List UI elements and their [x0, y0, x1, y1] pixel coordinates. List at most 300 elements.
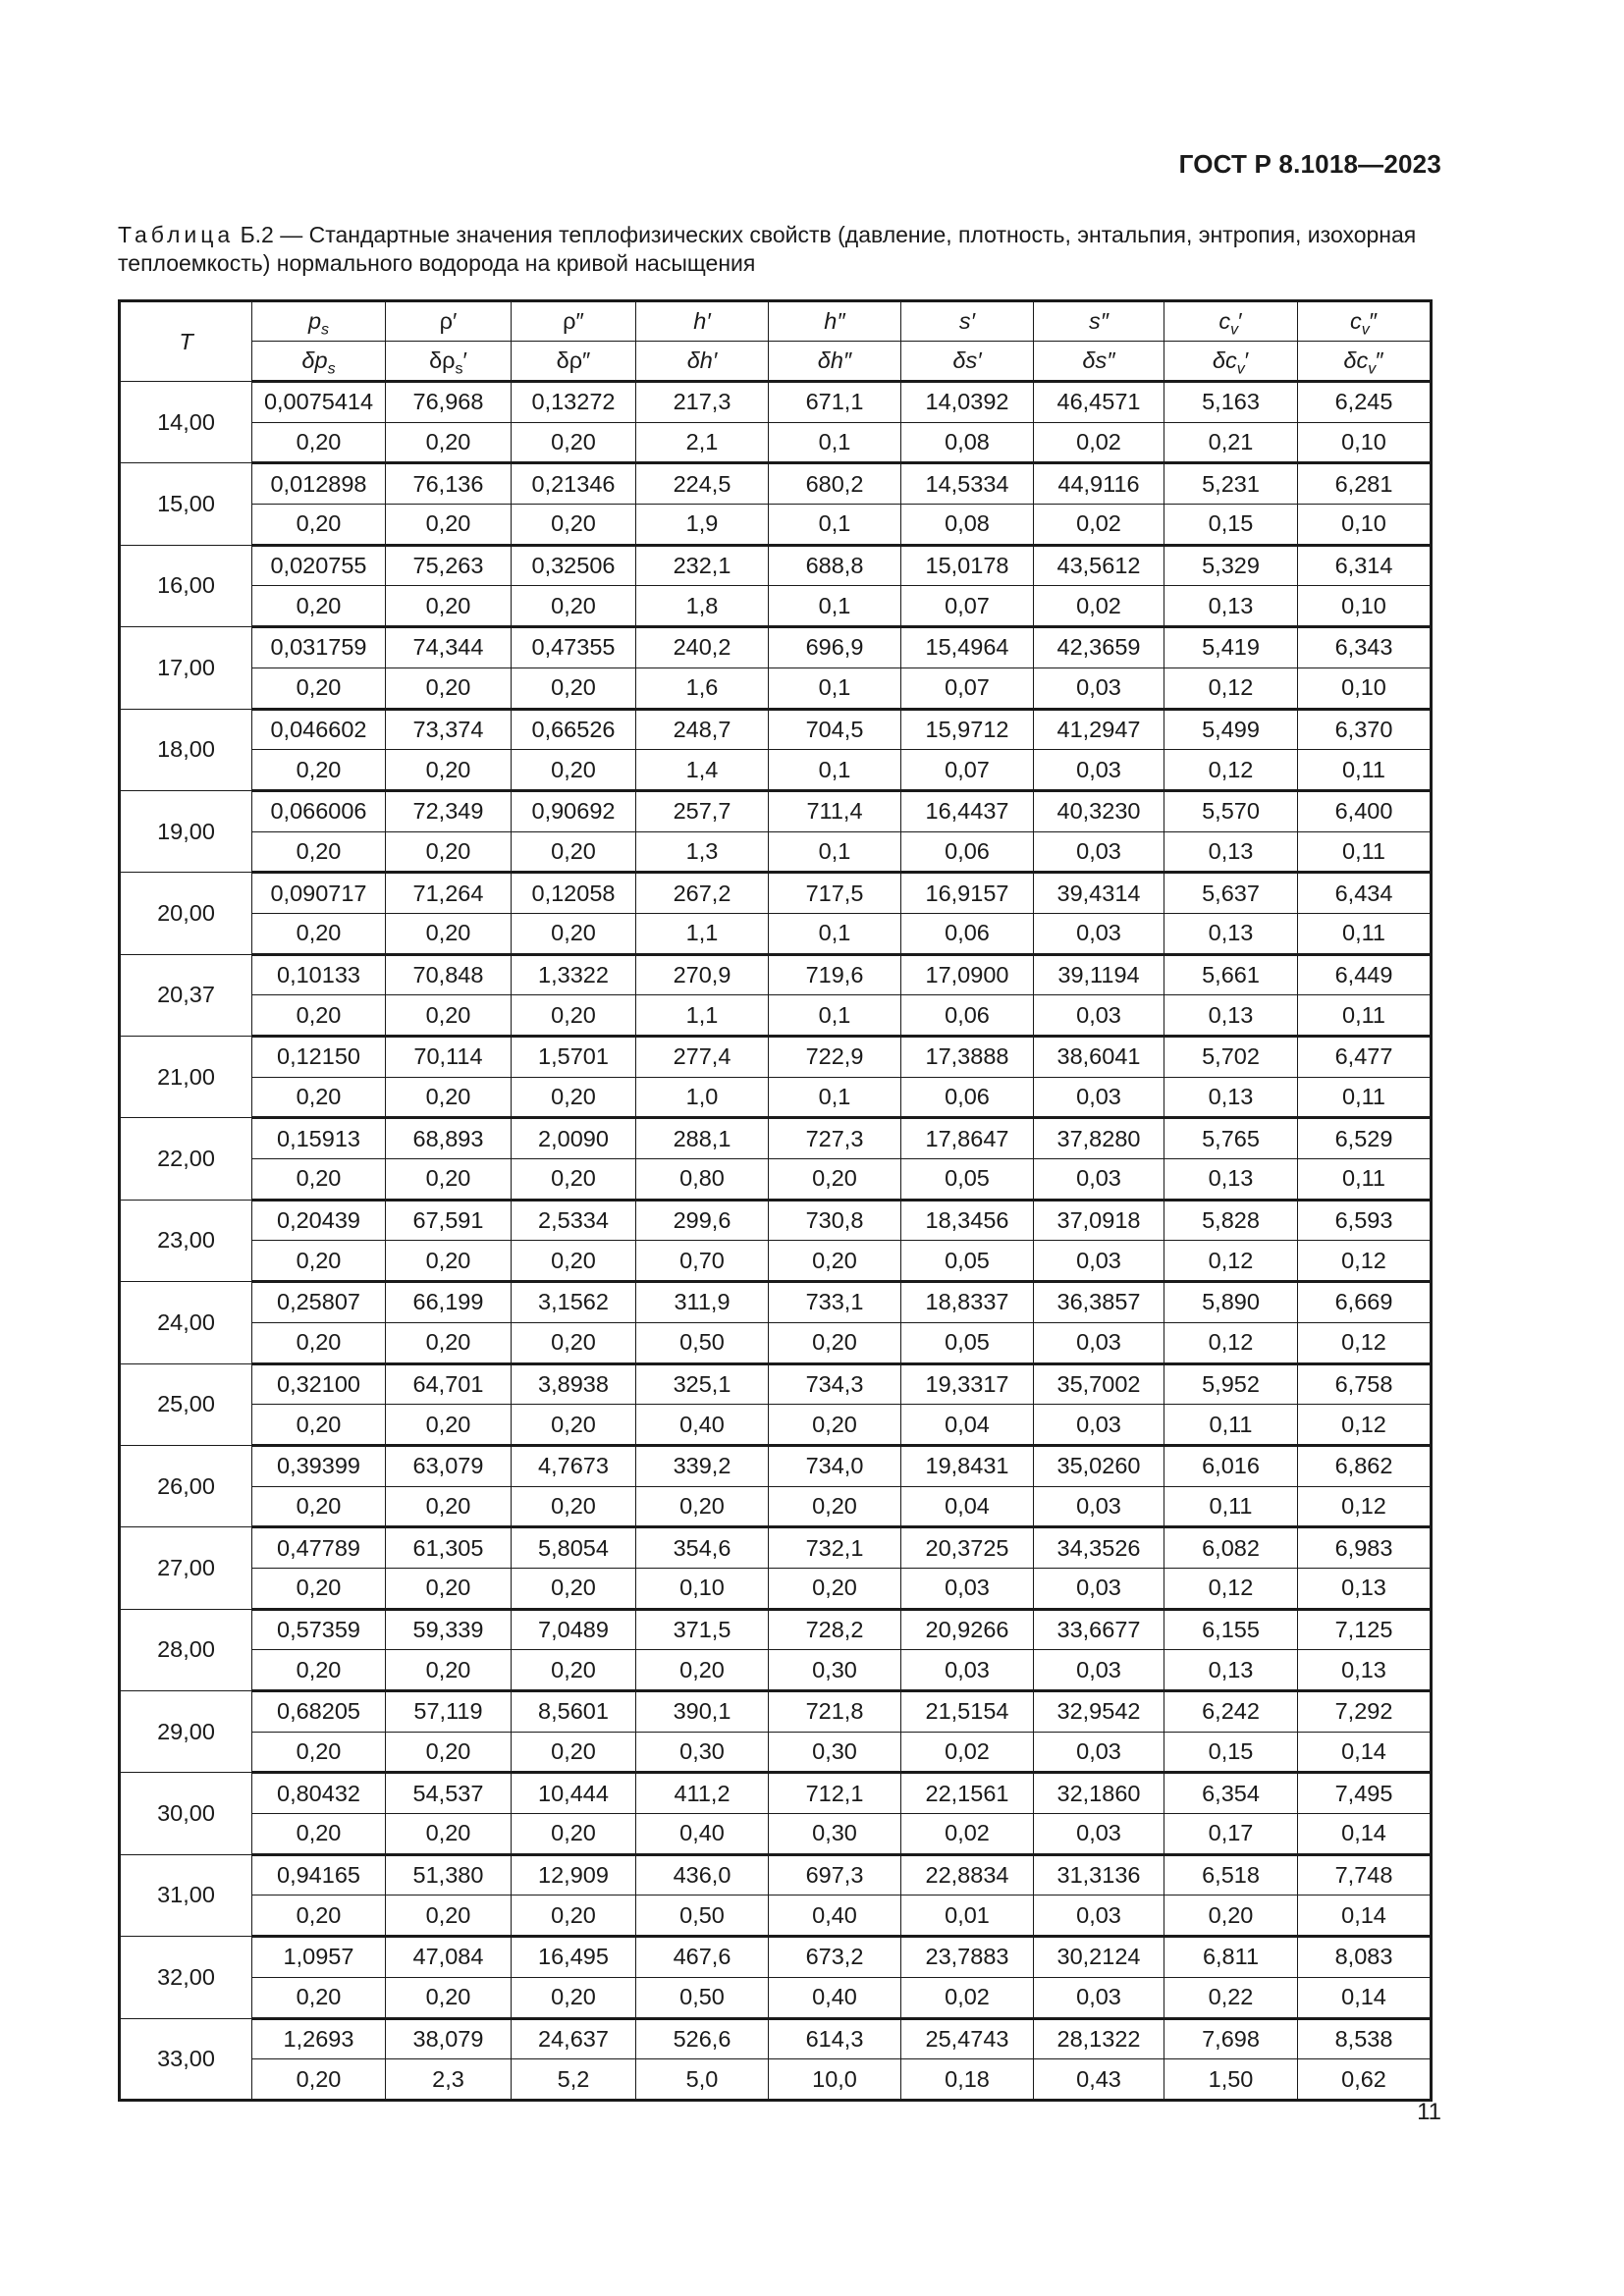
value-cell: 6,811 [1164, 1937, 1298, 1978]
table-row-uncertainty [120, 1486, 1432, 1527]
uncertainty-cell: 0,10 [1298, 586, 1432, 627]
uncertainty-cell: 0,11 [1298, 1077, 1432, 1118]
header-col-2 [512, 301, 636, 342]
uncertainty-cell: 0,50 [636, 1896, 769, 1937]
uncertainty-cell: 0,05 [901, 1322, 1034, 1363]
value-cell: 6,983 [1298, 1527, 1432, 1569]
table-row-uncertainty [120, 995, 1432, 1037]
uncertainty-cell: 0,20 [252, 1650, 386, 1691]
uncertainty-cell: 0,20 [252, 1405, 386, 1446]
table-row-uncertainty [120, 586, 1432, 627]
uncertainty-cell: 0,20 [386, 505, 512, 546]
temperature-cell: 26,00 [120, 1445, 252, 1526]
header-col-1-symbol: ρ′ [439, 308, 458, 334]
value-cell: 31,3136 [1034, 1854, 1164, 1896]
table-row-uncertainty [120, 1077, 1432, 1118]
table-row-uncertainty [120, 1241, 1432, 1282]
uncertainty-cell: 0,13 [1164, 913, 1298, 954]
value-cell: 0,32506 [512, 545, 636, 586]
value-cell: 734,3 [769, 1363, 901, 1405]
uncertainty-cell: 0,06 [901, 913, 1034, 954]
header-uncertainty-col-6 [1034, 342, 1164, 382]
value-cell: 6,518 [1164, 1854, 1298, 1896]
value-cell: 6,593 [1298, 1200, 1432, 1241]
uncertainty-cell: 0,20 [512, 1568, 636, 1609]
uncertainty-cell: 0,14 [1298, 1977, 1432, 2018]
value-cell: 22,8834 [901, 1854, 1034, 1896]
uncertainty-cell: 0,20 [512, 1977, 636, 2018]
value-cell: 0,94165 [252, 1854, 386, 1896]
uncertainty-cell: 0,20 [512, 1814, 636, 1855]
value-cell: 36,3857 [1034, 1282, 1164, 1323]
value-cell: 6,155 [1164, 1609, 1298, 1650]
uncertainty-cell: 0,20 [252, 505, 386, 546]
value-cell: 526,6 [636, 2018, 769, 2059]
value-cell: 717,5 [769, 873, 901, 914]
value-cell: 6,449 [1298, 954, 1432, 995]
uncertainty-cell: 0,20 [386, 1241, 512, 1282]
value-cell: 6,354 [1164, 1773, 1298, 1814]
table-row [120, 1773, 1432, 1814]
value-cell: 7,748 [1298, 1854, 1432, 1896]
uncertainty-cell: 0,30 [769, 1814, 901, 1855]
uncertainty-cell: 0,07 [901, 750, 1034, 791]
header-col-4-symbol: h″ [824, 308, 845, 334]
value-cell: 73,374 [386, 709, 512, 750]
value-cell: 71,264 [386, 873, 512, 914]
uncertainty-cell: 0,15 [1164, 1732, 1298, 1773]
value-cell: 38,079 [386, 2018, 512, 2059]
value-cell: 390,1 [636, 1691, 769, 1733]
value-cell: 0,90692 [512, 790, 636, 831]
uncertainty-cell: 0,20 [386, 1322, 512, 1363]
table-row [120, 2018, 1432, 2059]
header-uncertainty-col-8-subscript: v [1368, 360, 1377, 378]
uncertainty-cell: 0,04 [901, 1486, 1034, 1527]
value-cell: 0,046602 [252, 709, 386, 750]
uncertainty-cell: 0,11 [1298, 913, 1432, 954]
uncertainty-cell: 0,30 [769, 1650, 901, 1691]
header-uncertainty-col-7-subscript: v [1236, 360, 1245, 378]
value-cell: 24,637 [512, 2018, 636, 2059]
header-uncertainty-col-8-symbol: δc [1343, 347, 1369, 373]
value-cell: 19,8431 [901, 1445, 1034, 1486]
value-cell: 5,702 [1164, 1037, 1298, 1078]
uncertainty-cell: 0,11 [1298, 750, 1432, 791]
header-col-7 [1164, 301, 1298, 342]
uncertainty-cell: 0,20 [252, 750, 386, 791]
value-cell: 311,9 [636, 1282, 769, 1323]
value-cell: 2,5334 [512, 1200, 636, 1241]
uncertainty-cell: 0,10 [1298, 505, 1432, 546]
table-row-uncertainty [120, 505, 1432, 546]
uncertainty-cell: 0,20 [386, 1732, 512, 1773]
uncertainty-cell: 0,12 [1298, 1241, 1432, 1282]
header-uncertainty-col-1-prime: ′ [462, 347, 467, 373]
value-cell: 257,7 [636, 790, 769, 831]
uncertainty-cell: 0,20 [252, 1814, 386, 1855]
value-cell: 23,7883 [901, 1937, 1034, 1978]
header-col-1 [386, 301, 512, 342]
uncertainty-cell: 0,20 [252, 831, 386, 873]
table-row [120, 1363, 1432, 1405]
value-cell: 6,434 [1298, 873, 1432, 914]
uncertainty-cell: 0,20 [386, 750, 512, 791]
uncertainty-cell: 1,0 [636, 1077, 769, 1118]
table-caption [118, 221, 1443, 278]
uncertainty-cell: 0,03 [1034, 1486, 1164, 1527]
value-cell: 339,2 [636, 1445, 769, 1486]
uncertainty-cell: 2,1 [636, 422, 769, 463]
value-cell: 37,8280 [1034, 1118, 1164, 1159]
value-cell: 5,329 [1164, 545, 1298, 586]
uncertainty-cell: 0,20 [252, 1077, 386, 1118]
value-cell: 6,758 [1298, 1363, 1432, 1405]
table-row-uncertainty [120, 2059, 1432, 2101]
value-cell: 74,344 [386, 627, 512, 668]
temperature-cell: 23,00 [120, 1200, 252, 1281]
header-uncertainty-col-7 [1164, 342, 1298, 382]
uncertainty-cell: 0,02 [1034, 586, 1164, 627]
uncertainty-cell: 0,14 [1298, 1896, 1432, 1937]
value-cell: 8,5601 [512, 1691, 636, 1733]
header-col-7-prime: ′ [1238, 308, 1243, 334]
uncertainty-cell: 0,20 [512, 1077, 636, 1118]
temperature-cell: 29,00 [120, 1691, 252, 1773]
value-cell: 0,39399 [252, 1445, 386, 1486]
value-cell: 70,114 [386, 1037, 512, 1078]
value-cell: 5,163 [1164, 382, 1298, 423]
table-row [120, 1527, 1432, 1569]
uncertainty-cell: 0,20 [252, 1977, 386, 2018]
value-cell: 54,537 [386, 1773, 512, 1814]
value-cell: 1,2693 [252, 2018, 386, 2059]
uncertainty-cell: 0,15 [1164, 505, 1298, 546]
value-cell: 7,292 [1298, 1691, 1432, 1733]
uncertainty-cell: 0,12 [1164, 1568, 1298, 1609]
uncertainty-cell: 0,20 [252, 1896, 386, 1937]
table-row-uncertainty [120, 831, 1432, 873]
uncertainty-cell: 0,20 [386, 1405, 512, 1446]
header-uncertainty-col-7-prime: ′ [1244, 347, 1250, 373]
temperature-cell: 33,00 [120, 2018, 252, 2100]
value-cell: 728,2 [769, 1609, 901, 1650]
uncertainty-cell: 0,11 [1298, 831, 1432, 873]
uncertainty-cell: 0,20 [512, 1650, 636, 1691]
value-cell: 704,5 [769, 709, 901, 750]
value-cell: 8,538 [1298, 2018, 1432, 2059]
temperature-cell: 15,00 [120, 463, 252, 545]
temperature-cell: 17,00 [120, 627, 252, 709]
table-row-uncertainty [120, 1568, 1432, 1609]
value-cell: 697,3 [769, 1854, 901, 1896]
uncertainty-cell: 0,06 [901, 995, 1034, 1037]
uncertainty-cell: 0,11 [1164, 1486, 1298, 1527]
table-row-uncertainty [120, 667, 1432, 709]
header-uncertainty-col-7-symbol: δc [1212, 347, 1237, 373]
uncertainty-cell: 0,40 [769, 1896, 901, 1937]
header-col-3 [636, 301, 769, 342]
uncertainty-cell: 0,20 [386, 1568, 512, 1609]
value-cell: 1,5701 [512, 1037, 636, 1078]
uncertainty-cell: 0,03 [1034, 1077, 1164, 1118]
value-cell: 0,32100 [252, 1363, 386, 1405]
header-col-0 [252, 301, 386, 342]
uncertainty-cell: 0,20 [386, 1896, 512, 1937]
uncertainty-cell: 0,13 [1298, 1568, 1432, 1609]
table-row [120, 709, 1432, 750]
value-cell: 15,0178 [901, 545, 1034, 586]
header-col-8-prime: ″ [1369, 308, 1379, 334]
uncertainty-cell: 0,20 [512, 1159, 636, 1201]
value-cell: 43,5612 [1034, 545, 1164, 586]
uncertainty-cell: 1,50 [1164, 2059, 1298, 2101]
uncertainty-cell: 0,13 [1164, 995, 1298, 1037]
value-cell: 22,1561 [901, 1773, 1034, 1814]
table-row [120, 1609, 1432, 1650]
value-cell: 4,7673 [512, 1445, 636, 1486]
uncertainty-cell: 0,02 [1034, 505, 1164, 546]
temperature-cell: 19,00 [120, 790, 252, 872]
table-row-uncertainty [120, 1896, 1432, 1937]
uncertainty-cell: 1,9 [636, 505, 769, 546]
header-uncertainty-col-3 [636, 342, 769, 382]
uncertainty-cell: 0,21 [1164, 422, 1298, 463]
value-cell: 39,1194 [1034, 954, 1164, 995]
header-uncertainty-col-5 [901, 342, 1034, 382]
uncertainty-cell: 0,20 [636, 1486, 769, 1527]
value-cell: 21,5154 [901, 1691, 1034, 1733]
value-cell: 0,21346 [512, 463, 636, 505]
value-cell: 76,136 [386, 463, 512, 505]
uncertainty-cell: 2,3 [386, 2059, 512, 2101]
value-cell: 76,968 [386, 382, 512, 423]
value-cell: 0,12058 [512, 873, 636, 914]
temperature-cell: 20,00 [120, 873, 252, 954]
uncertainty-cell: 0,20 [769, 1568, 901, 1609]
value-cell: 0,47789 [252, 1527, 386, 1569]
value-cell: 217,3 [636, 382, 769, 423]
uncertainty-cell: 0,20 [386, 1077, 512, 1118]
value-cell: 30,2124 [1034, 1937, 1164, 1978]
value-cell: 371,5 [636, 1609, 769, 1650]
value-cell: 47,084 [386, 1937, 512, 1978]
uncertainty-cell: 0,20 [252, 586, 386, 627]
value-cell: 16,9157 [901, 873, 1034, 914]
uncertainty-cell: 0,20 [769, 1322, 901, 1363]
table-row-uncertainty [120, 1650, 1432, 1691]
table-row-uncertainty [120, 1159, 1432, 1201]
value-cell: 6,082 [1164, 1527, 1298, 1569]
temperature-cell: 24,00 [120, 1282, 252, 1363]
uncertainty-cell: 0,20 [512, 1896, 636, 1937]
uncertainty-cell: 0,03 [1034, 831, 1164, 873]
uncertainty-cell: 0,04 [901, 1405, 1034, 1446]
value-cell: 25,4743 [901, 2018, 1034, 2059]
value-cell: 7,125 [1298, 1609, 1432, 1650]
uncertainty-cell: 0,12 [1164, 1241, 1298, 1282]
header-col-8-subscript: v [1361, 321, 1370, 339]
uncertainty-cell: 1,8 [636, 586, 769, 627]
table-row [120, 790, 1432, 831]
value-cell: 3,8938 [512, 1363, 636, 1405]
uncertainty-cell: 0,1 [769, 505, 901, 546]
caption-prefix: Таблица [118, 222, 235, 247]
temperature-cell: 14,00 [120, 382, 252, 463]
uncertainty-cell: 0,14 [1298, 1732, 1432, 1773]
header-uncertainty-col-1-symbol: δρ [429, 347, 456, 373]
temperature-cell: 16,00 [120, 545, 252, 626]
value-cell: 15,4964 [901, 627, 1034, 668]
uncertainty-cell: 0,20 [512, 831, 636, 873]
value-cell: 0,68205 [252, 1691, 386, 1733]
uncertainty-cell: 0,20 [512, 1732, 636, 1773]
table-row [120, 1445, 1432, 1486]
uncertainty-cell: 0,20 [769, 1241, 901, 1282]
header-uncertainty-col-4 [769, 342, 901, 382]
table-row-uncertainty [120, 1732, 1432, 1773]
value-cell: 59,339 [386, 1609, 512, 1650]
value-cell: 28,1322 [1034, 2018, 1164, 2059]
value-cell: 32,1860 [1034, 1773, 1164, 1814]
value-cell: 8,083 [1298, 1937, 1432, 1978]
uncertainty-cell: 0,20 [1164, 1896, 1298, 1937]
uncertainty-cell: 0,02 [901, 1814, 1034, 1855]
table-row-uncertainty [120, 1977, 1432, 2018]
value-cell: 75,263 [386, 545, 512, 586]
uncertainty-cell: 0,05 [901, 1159, 1034, 1201]
table-row [120, 1691, 1432, 1733]
value-cell: 35,0260 [1034, 1445, 1164, 1486]
uncertainty-cell: 0,20 [386, 913, 512, 954]
uncertainty-cell: 0,14 [1298, 1814, 1432, 1855]
value-cell: 14,0392 [901, 382, 1034, 423]
uncertainty-cell: 0,13 [1164, 586, 1298, 627]
uncertainty-cell: 0,12 [1164, 750, 1298, 791]
header-col-0-symbol: p [307, 308, 322, 334]
value-cell: 17,0900 [901, 954, 1034, 995]
value-cell: 39,4314 [1034, 873, 1164, 914]
value-cell: 6,862 [1298, 1445, 1432, 1486]
uncertainty-cell: 0,40 [769, 1977, 901, 2018]
uncertainty-cell: 0,03 [1034, 1405, 1164, 1446]
uncertainty-cell: 1,6 [636, 667, 769, 709]
uncertainty-cell: 0,11 [1298, 1159, 1432, 1201]
value-cell: 0,13272 [512, 382, 636, 423]
uncertainty-cell: 0,03 [1034, 1241, 1164, 1282]
value-cell: 33,6677 [1034, 1609, 1164, 1650]
value-cell: 299,6 [636, 1200, 769, 1241]
value-cell: 72,349 [386, 790, 512, 831]
uncertainty-cell: 0,17 [1164, 1814, 1298, 1855]
uncertainty-cell: 0,20 [512, 1405, 636, 1446]
value-cell: 20,3725 [901, 1527, 1034, 1569]
uncertainty-cell: 0,05 [901, 1241, 1034, 1282]
value-cell: 719,6 [769, 954, 901, 995]
value-cell: 288,1 [636, 1118, 769, 1159]
uncertainty-cell: 0,20 [252, 2059, 386, 2101]
value-cell: 15,9712 [901, 709, 1034, 750]
value-cell: 711,4 [769, 790, 901, 831]
table-row [120, 382, 1432, 423]
value-cell: 354,6 [636, 1527, 769, 1569]
value-cell: 325,1 [636, 1363, 769, 1405]
value-cell: 727,3 [769, 1118, 901, 1159]
uncertainty-cell: 0,11 [1298, 995, 1432, 1037]
uncertainty-cell: 0,13 [1164, 1077, 1298, 1118]
uncertainty-cell: 0,80 [636, 1159, 769, 1201]
value-cell: 16,495 [512, 1937, 636, 1978]
uncertainty-cell: 0,12 [1298, 1486, 1432, 1527]
value-cell: 0,012898 [252, 463, 386, 505]
data-table-wrapper [118, 299, 1433, 2102]
uncertainty-cell: 0,70 [636, 1241, 769, 1282]
uncertainty-cell: 0,30 [769, 1732, 901, 1773]
uncertainty-cell: 0,10 [636, 1568, 769, 1609]
uncertainty-cell: 0,1 [769, 913, 901, 954]
uncertainty-cell: 0,50 [636, 1322, 769, 1363]
uncertainty-cell: 0,03 [1034, 1977, 1164, 2018]
value-cell: 6,477 [1298, 1037, 1432, 1078]
uncertainty-cell: 0,03 [1034, 995, 1164, 1037]
value-cell: 614,3 [769, 2018, 901, 2059]
header-uncertainty-col-0 [252, 342, 386, 382]
value-cell: 712,1 [769, 1773, 901, 1814]
uncertainty-cell: 0,20 [769, 1405, 901, 1446]
uncertainty-cell: 0,03 [1034, 1159, 1164, 1201]
value-cell: 732,1 [769, 1527, 901, 1569]
header-uncertainty-col-1-subscript: s [455, 360, 463, 378]
value-cell: 673,2 [769, 1937, 901, 1978]
value-cell: 32,9542 [1034, 1691, 1164, 1733]
uncertainty-cell: 0,03 [1034, 1814, 1164, 1855]
value-cell: 2,0090 [512, 1118, 636, 1159]
table-row-uncertainty [120, 1405, 1432, 1446]
value-cell: 248,7 [636, 709, 769, 750]
header-col-2-symbol: ρ″ [563, 308, 584, 334]
value-cell: 0,12150 [252, 1037, 386, 1078]
header-col-6 [1034, 301, 1164, 342]
uncertainty-cell: 0,20 [252, 667, 386, 709]
uncertainty-cell: 0,12 [1298, 1322, 1432, 1363]
temperature-cell: 21,00 [120, 1037, 252, 1118]
value-cell: 1,0957 [252, 1937, 386, 1978]
header-uncertainty-col-2 [512, 342, 636, 382]
value-cell: 41,2947 [1034, 709, 1164, 750]
uncertainty-cell: 0,20 [769, 1159, 901, 1201]
value-cell: 6,245 [1298, 382, 1432, 423]
uncertainty-cell: 0,02 [901, 1977, 1034, 2018]
value-cell: 0,031759 [252, 627, 386, 668]
value-cell: 17,3888 [901, 1037, 1034, 1078]
value-cell: 267,2 [636, 873, 769, 914]
uncertainty-cell: 0,43 [1034, 2059, 1164, 2101]
table-row [120, 1118, 1432, 1159]
value-cell: 51,380 [386, 1854, 512, 1896]
uncertainty-cell: 1,3 [636, 831, 769, 873]
value-cell: 35,7002 [1034, 1363, 1164, 1405]
value-cell: 7,495 [1298, 1773, 1432, 1814]
header-uncertainty-col-8-prime: ″ [1376, 347, 1384, 373]
value-cell: 730,8 [769, 1200, 901, 1241]
value-cell: 680,2 [769, 463, 901, 505]
table-row-uncertainty [120, 1814, 1432, 1855]
value-cell: 44,9116 [1034, 463, 1164, 505]
temperature-cell: 18,00 [120, 709, 252, 790]
table-row-uncertainty [120, 422, 1432, 463]
value-cell: 18,8337 [901, 1282, 1034, 1323]
value-cell: 0,15913 [252, 1118, 386, 1159]
